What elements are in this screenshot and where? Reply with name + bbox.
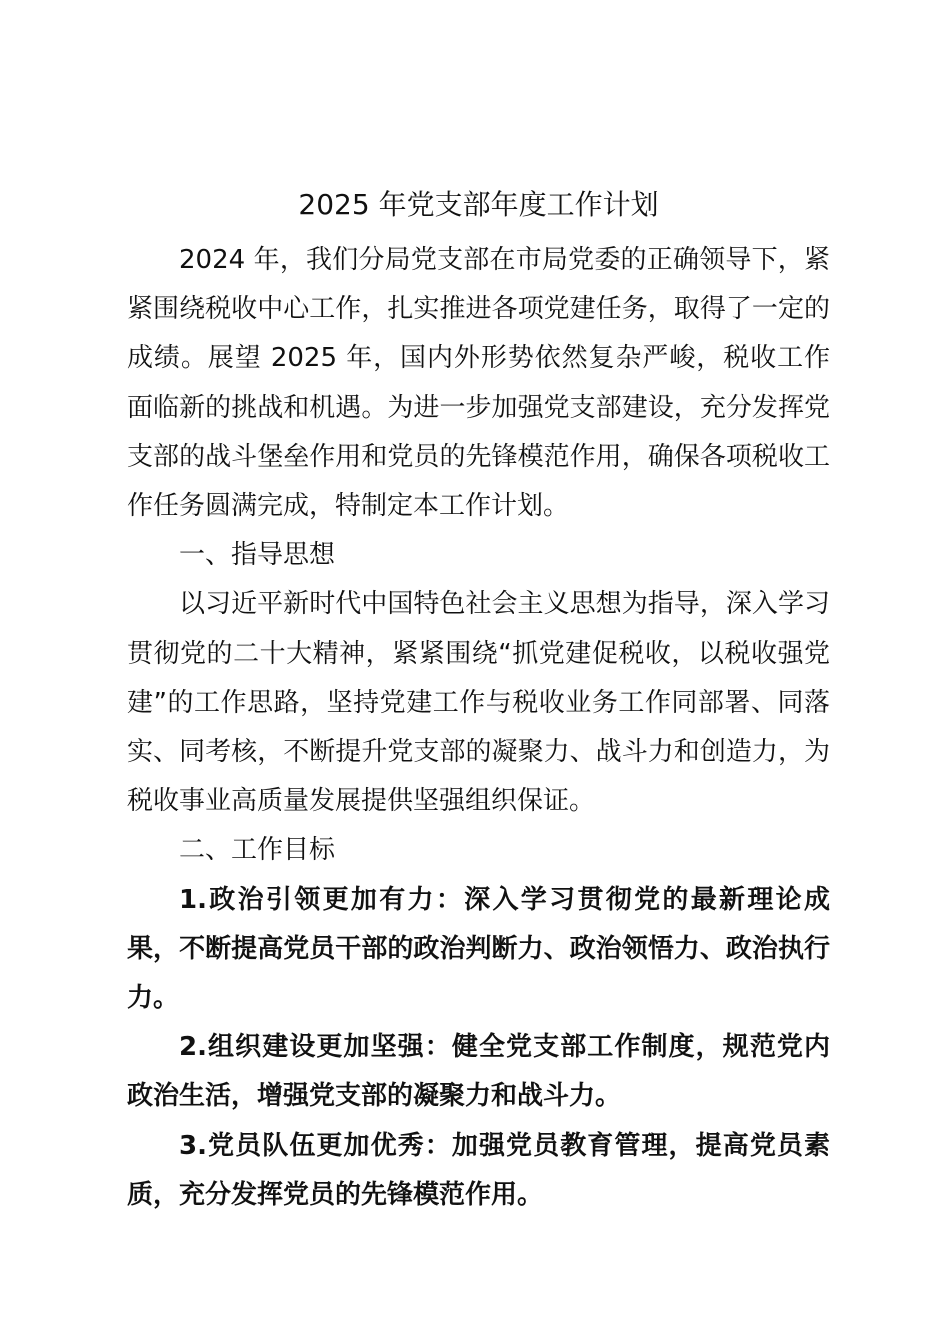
goal-item-3: 3.党员队伍更加优秀：加强党员教育管理，提高党员素质，充分发挥党员的先锋模范作用。 <box>127 1130 830 1210</box>
section-heading-work-goals: 二、工作目标 <box>179 835 336 866</box>
document-body <box>127 180 830 1220</box>
document-title: 2025 年党支部年度工作计划 <box>298 188 659 221</box>
goal-item-2: 2.组织建设更加坚强：健全党支部工作制度，规范党内政治生活，增强党支部的凝聚力和战斗力。 <box>127 1032 830 1112</box>
section-heading-guiding-ideology: 一、指导思想 <box>179 540 336 571</box>
goal-item-1: 1.政治引领更加有力：深入学习贯彻党的最新理论成果，不断提高党员干部的政治判断力、政治领悟力、政治执行力。 <box>127 884 830 1014</box>
guiding-ideology-paragraph: 以习近平新时代中国特色社会主义思想为指导，深入学习贯彻党的二十大精神，紧紧围绕“抓党建促税收，以税收强党建”的工作思路，坚持党建工作与税收业务工作同部署、同落实、同考核，不断提升党支部的凝聚力、战斗力和创造力，为税收事业高质量发展提供坚强组织保证。 <box>127 589 830 817</box>
intro-paragraph: 2024 年，我们分局党支部在市局党委的正确领导下，紧紧围绕税收中心工作，扎实推进各项党建任务，取得了一定的成绩。展望 2025 年，国内外形势依然复杂严峻，税收工作面临新的挑战和机遇。为进一步加强党支部建设，充分发挥党支部的战斗堡垒作用和党员的先锋模范作用，确保各项税收工作任务圆满完成，特制定本工作计划。 <box>127 245 830 522</box>
